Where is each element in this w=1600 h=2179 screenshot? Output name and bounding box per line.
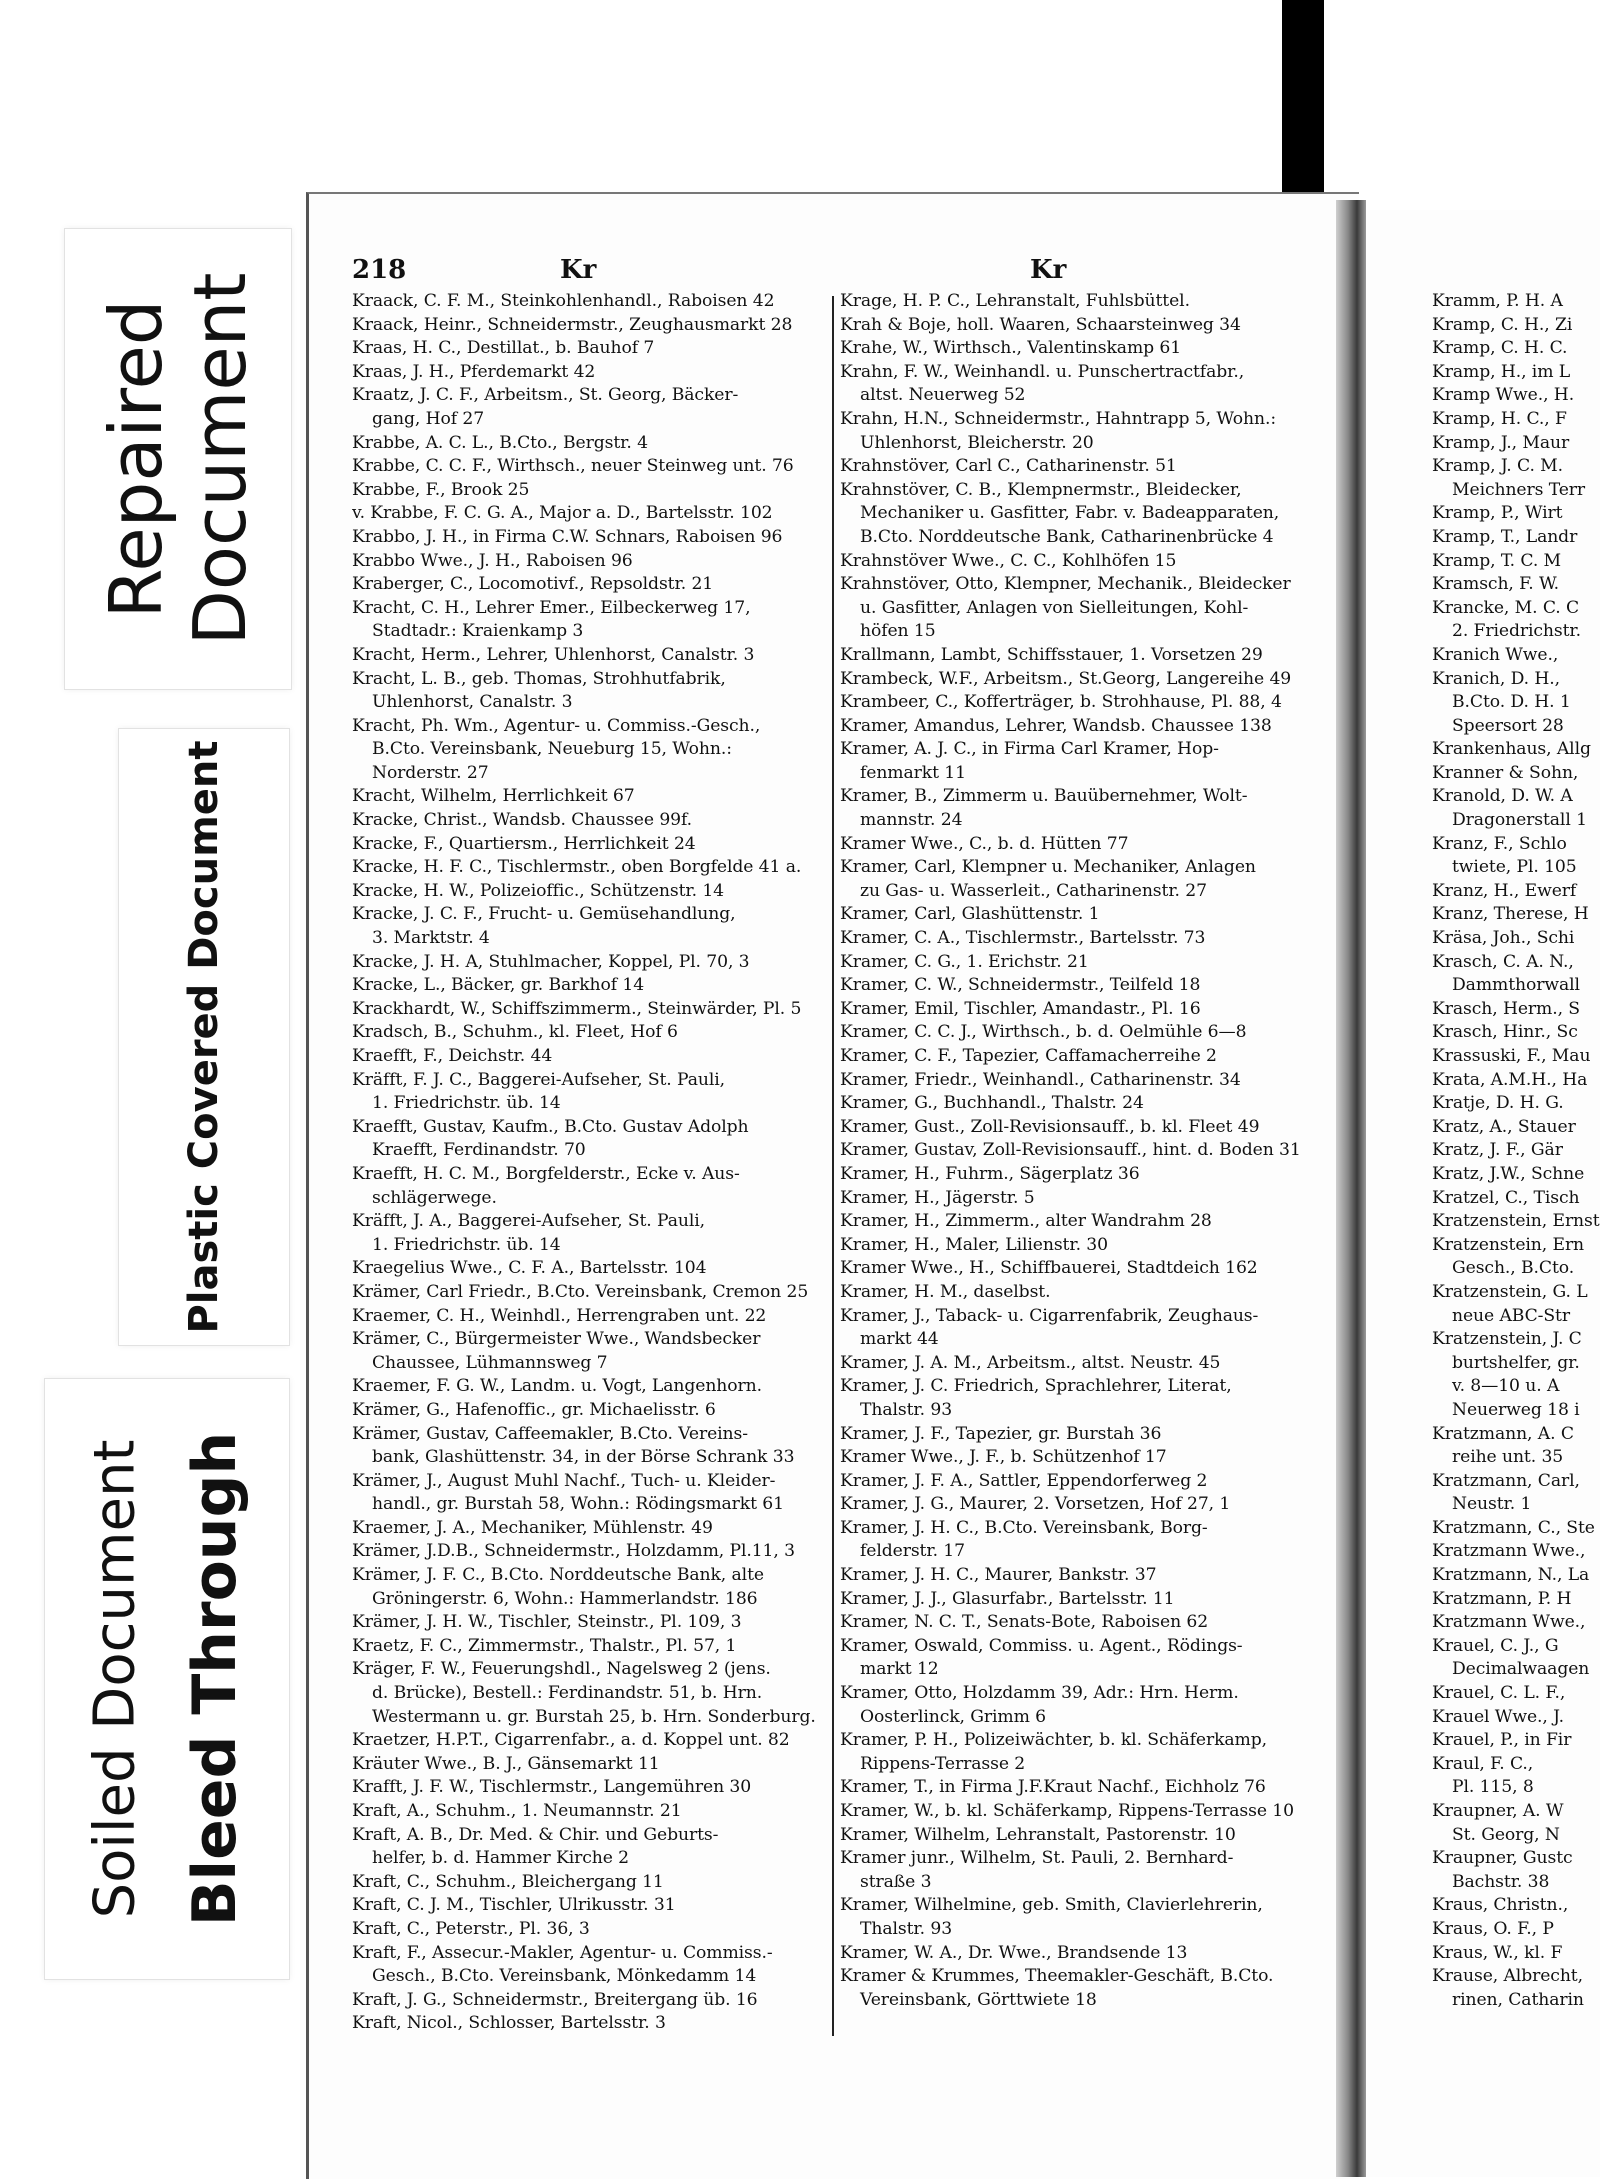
directory-entry: Kramer, C. F., Tapezier, Caffamacherreihe 2 [840, 1046, 1217, 1066]
directory-entry: 1. Friedrichstr. üb. 14 [372, 1093, 561, 1114]
directory-entry: Krauel, C. L. F., [1432, 1683, 1566, 1704]
directory-entry: Kramer, Wilhelmine, geb. Smith, Clavierlehrerin, [840, 1895, 1263, 1916]
directory-entry: Kramer, J. H. C., Maurer, Bankstr. 37 [840, 1565, 1157, 1586]
directory-entry: Kramer Wwe., C., b. d. Hütten 77 [840, 833, 1129, 854]
directory-entry: Kratzenstein, Ernst [1432, 1211, 1600, 1232]
directory-entry: Krämer, J. F. C., B.Cto. Norddeutsche Bank, alte [352, 1565, 764, 1586]
directory-entry: Krahnstöver, Otto, Klempner, Mechanik., Bleidecker [840, 574, 1291, 595]
directory-entry: Kraatz, J. C. F., Arbeitsm., St. Georg, Bäcker- [352, 385, 739, 406]
directory-entry: Krämer, G., Hafenoffic., gr. Michaelisstr. 6 [352, 1399, 716, 1420]
directory-entry: 1. Friedrichstr. üb. 14 [372, 1234, 561, 1255]
directory-entry: Kratzel, C., Tisch [1432, 1187, 1580, 1208]
directory-entry: Kraetz, F. C., Zimmermstr., Thalstr., Pl. 57, 1 [352, 1635, 737, 1656]
directory-entry: Krauel, C. J., G [1432, 1635, 1559, 1656]
directory-entry: u. Gasfitter, Anlagen von Sielleitungen, Kohl- [860, 597, 1249, 618]
directory-entry: Kramp, T., Landr [1432, 526, 1578, 547]
directory-entry: Kramer, Carl, Glashüttenstr. 1 [840, 904, 1100, 925]
directory-entry: twiete, Pl. 105 [1452, 857, 1577, 878]
directory-entry: Kramer, J. H. C., B.Cto. Vereinsbank, Borg- [840, 1517, 1208, 1538]
directory-entry: Krahnstöver, C. B., Klempnermstr., Bleidecker, [840, 479, 1242, 500]
book-gutter [1336, 200, 1366, 2177]
directory-entry: höfen 15 [860, 621, 936, 642]
directory-entry: Krata, A.M.H., Ha [1432, 1069, 1588, 1090]
directory-entry: Kratz, A., Stauer [1432, 1116, 1576, 1137]
directory-entry: Kraus, W., kl. F [1432, 1942, 1563, 1963]
directory-entry: Kramer, Wilhelm, Lehranstalt, Pastorenstr. 10 [840, 1824, 1236, 1845]
directory-entry: Kracke, H. W., Polizeioffic., Schützenstr. 14 [352, 880, 725, 901]
directory-entry: fenmarkt 11 [860, 762, 966, 783]
directory-entry: Kranz, H., Ewerf [1432, 880, 1577, 901]
directory-entry: Kramer, J. F., Tapezier, gr. Burstah 36 [840, 1423, 1162, 1444]
directory-entry: Kramer, A. J. C., in Firma Carl Kramer, Hop- [840, 739, 1219, 760]
directory-entry: Kramer, W., b. kl. Schäferkamp, Rippens-Terrasse 10 [840, 1801, 1294, 1821]
directory-entry: Kracht, Ph. Wm., Agentur- u. Commiss.-Gesch., [352, 715, 761, 736]
directory-entry: B.Cto. Vereinsbank, Neueburg 15, Wohn.: [372, 739, 732, 760]
directory-entry: Kranz, Therese, H [1432, 904, 1589, 925]
directory-entry: Kramer, T., in Firma J.F.Kraut Nachf., Eichholz 76 [840, 1777, 1266, 1798]
directory-entry: Kramer & Krummes, Theemakler-Geschäft, B.Cto. [840, 1966, 1274, 1987]
directory-entry: Kramer, Amandus, Lehrer, Wandsb. Chaussee 138 [840, 715, 1272, 736]
directory-entry: Kraft, J. G., Schneidermstr., Breitergang üb. 16 [352, 1989, 758, 2010]
directory-entry: helfer, b. d. Hammer Kirche 2 [372, 1848, 629, 1869]
directory-entry: Kraefft, H. C. M., Borgfelderstr., Ecke v. Aus- [352, 1163, 740, 1184]
directory-entry: Krauel Wwe., J. [1432, 1706, 1564, 1727]
directory-entry: Kramsch, F. W. [1432, 574, 1559, 595]
directory-entry: Kramer, J., Taback- u. Cigarrenfabrik, Zeughaus- [840, 1305, 1259, 1326]
directory-entry: Kraft, C., Schuhm., Bleichergang 11 [352, 1871, 664, 1892]
directory-entry: Dammthorwall [1452, 975, 1580, 996]
directory-entry: Kranich, D. H., [1432, 668, 1561, 689]
directory-entry: Meichners Terr [1452, 479, 1586, 500]
directory-entry: Krambeck, W.F., Arbeitsm., St.Georg, Langereihe 49 [840, 668, 1292, 689]
directory-entry: Kratzmann, N., La [1432, 1565, 1590, 1586]
directory-entry: Gesch., B.Cto. Vereinsbank, Mönkedamm 14 [372, 1966, 757, 1987]
directory-entry: Kratz, J.W., Schne [1432, 1163, 1585, 1184]
directory-entry: Krambeer, C., Kofferträger, b. Strohhause, Pl. 88, 4 [840, 692, 1282, 713]
soiled-document-label: Soiled Document [82, 1439, 148, 1919]
directory-entry: Kramer, H. M., daselbst. [840, 1281, 1051, 1302]
directory-entry: Kramer, W. A., Dr. Wwe., Brandsende 13 [840, 1942, 1188, 1963]
directory-entry: Kratzmann, P. H [1432, 1588, 1572, 1609]
directory-entry: Kraft, A. B., Dr. Med. & Chir. und Geburts- [352, 1824, 719, 1845]
directory-entry: Kratzenstein, Ern [1432, 1234, 1585, 1255]
directory-entry: Kranz, F., Schlo [1432, 833, 1567, 854]
directory-entry: Krankenhaus, Allg [1432, 739, 1591, 760]
directory-entry: B.Cto. Norddeutsche Bank, Catharinenbrücke 4 [860, 526, 1274, 547]
directory-entry: Kramer, G., Buchhandl., Thalstr. 24 [840, 1093, 1144, 1114]
directory-entry: Kramer, P. H., Polizeiwächter, b. kl. Schäferkamp, [840, 1730, 1267, 1751]
directory-entry: Kraetzer, H.P.T., Cigarrenfabr., a. d. Koppel unt. 82 [352, 1730, 790, 1751]
header-right: Kr [1030, 255, 1067, 285]
directory-entry: Uhlenhorst, Bleicherstr. 20 [860, 432, 1094, 453]
directory-entry: v. 8—10 u. A [1452, 1376, 1560, 1397]
directory-entry: Kramp Wwe., H. [1432, 385, 1575, 406]
directory-entry: Krahe, W., Wirthsch., Valentinskamp 61 [840, 338, 1182, 359]
directory-entry: burtshelfer, gr. [1452, 1352, 1580, 1373]
directory-entry: Kraegelius Wwe., C. F. A., Bartelsstr. 104 [352, 1258, 707, 1279]
directory-entry: Kramer, J. A. M., Arbeitsm., altst. Neustr. 45 [840, 1352, 1221, 1373]
directory-entry: Krabbe, C. C. F., Wirthsch., neuer Steinweg unt. 76 [352, 456, 794, 477]
directory-entry: Krasch, C. A. N., [1432, 951, 1574, 972]
directory-entry: Kraack, Heinr., Schneidermstr., Zeughausmarkt 28 [352, 314, 793, 335]
bleed-through-label: Bleed Through [180, 1431, 250, 1927]
directory-entry: Krahn, H.N., Schneidermstr., Hahntrapp 5, Wohn.: [840, 408, 1277, 429]
directory-entry: Gröningerstr. 6, Wohn.: Hammerlandstr. 186 [372, 1588, 758, 1609]
directory-entry: Krackhardt, W., Schiffszimmerm., Steinwärder, Pl. 5 [352, 998, 802, 1019]
plastic-covered-document-label: Plastic Covered Document [181, 740, 227, 1334]
directory-entry: Krabbo, J. H., in Firma C.W. Schnars, Raboisen 96 [352, 526, 783, 547]
directory-entry: Kratzenstein, G. L [1432, 1281, 1588, 1302]
directory-entry: Kradsch, B., Schuhm., kl. Fleet, Hof 6 [352, 1022, 678, 1043]
directory-entry: Krabbo Wwe., J. H., Raboisen 96 [352, 550, 633, 571]
directory-entry: Kramer, C. W., Schneidermstr., Teilfeld 18 [840, 975, 1201, 996]
directory-entry: Kracke, J. C. F., Frucht- u. Gemüsehandlung, [352, 904, 736, 925]
directory-entry: Uhlenhorst, Canalstr. 3 [372, 692, 573, 713]
directory-entry: Krämer, C., Bürgermeister Wwe., Wandsbecker [352, 1329, 761, 1350]
directory-entry: Kramp, H. C., F [1432, 408, 1567, 429]
directory-entry: Krallmann, Lambt, Schiffsstauer, 1. Vorsetzen 29 [840, 644, 1263, 665]
directory-entry: Kramer, C. G., 1. Erichstr. 21 [840, 951, 1089, 972]
directory-entry: Kraul, F. C., [1432, 1753, 1534, 1774]
directory-entry: Kramer, Carl, Klempner u. Mechaniker, Anlagen [840, 857, 1256, 878]
directory-entry: B.Cto. D. H. 1 [1452, 692, 1571, 713]
directory-entry: schlägerwege. [372, 1187, 497, 1208]
directory-entry: Kramer, Gustav, Zoll-Revisionsauff., hint. d. Boden 31 [840, 1140, 1301, 1161]
directory-entry: reihe unt. 35 [1452, 1447, 1564, 1468]
directory-entry: Neuerweg 18 i [1452, 1399, 1580, 1420]
directory-entry: d. Brücke), Bestell.: Ferdinandstr. 51, b. Hrn. [372, 1683, 763, 1704]
directory-entry: Kratzmann, C., Ste [1432, 1517, 1595, 1538]
soiled-bleed-card [44, 1378, 290, 1980]
directory-entry: Chaussee, Lühmannsweg 7 [372, 1352, 608, 1373]
directory-entry: Pl. 115, 8 [1452, 1777, 1534, 1798]
directory-entry: Kraft, A., Schuhm., 1. Neumannstr. 21 [352, 1801, 682, 1821]
page-number: 218 [352, 255, 407, 285]
directory-entry: markt 44 [860, 1329, 939, 1350]
directory-entry: Kracke, Christ., Wandsb. Chaussee 99f. [352, 810, 692, 831]
directory-entry: Oosterlinck, Grimm 6 [860, 1706, 1047, 1727]
directory-entry: Kraefft, Gustav, Kaufm., B.Cto. Gustav Adolph [352, 1116, 749, 1137]
directory-entry: Krahn, F. W., Weinhandl. u. Punschertractfabr., [840, 361, 1245, 382]
directory-entry: Kraas, J. H., Pferdemarkt 42 [352, 361, 596, 382]
directory-entry: Kramer junr., Wilhelm, St. Pauli, 2. Bernhard- [840, 1848, 1234, 1869]
directory-entry: Krahnstöver, Carl C., Catharinenstr. 51 [840, 456, 1177, 477]
left-column [352, 290, 830, 2050]
directory-entry: Kräger, F. W., Feuerungshdl., Nagelsweg 2 (jens. [352, 1659, 771, 1680]
directory-entry: Kraft, C. J. M., Tischler, Ulrikusstr. 31 [352, 1895, 676, 1916]
directory-entry: Norderstr. 27 [372, 762, 489, 783]
directory-entry: Krahnstöver Wwe., C. C., Kohlhöfen 15 [840, 550, 1177, 571]
directory-entry: mannstr. 24 [860, 810, 963, 831]
directory-entry: Kramer, J. C. Friedrich, Sprachlehrer, Literat, [840, 1376, 1232, 1397]
directory-entry: Kraus, Christn., [1432, 1895, 1569, 1916]
directory-entry: Kramer, J. J., Glasurfabr., Bartelsstr. 11 [840, 1588, 1175, 1609]
directory-entry: Kracht, C. H., Lehrer Emer., Eilbeckerweg 17, [352, 597, 751, 618]
directory-entry: Neustr. 1 [1452, 1494, 1532, 1515]
directory-entry: Speersort 28 [1452, 715, 1564, 736]
directory-entry: Krage, H. P. C., Lehranstalt, Fuhlsbüttel. [840, 291, 1190, 311]
directory-entry: Rippens-Terrasse 2 [860, 1753, 1026, 1774]
directory-entry: Kramer, Gust., Zoll-Revisionsauff., b. kl. Fleet 49 [840, 1116, 1260, 1137]
directory-entry: Kramer, B., Zimmerm u. Bauübernehmer, Wolt- [840, 786, 1248, 807]
directory-entry: Mechaniker u. Gasfitter, Fabr. v. Badeapparaten, [860, 503, 1280, 524]
directory-entry: Kracke, H. F. C., Tischlermstr., oben Borgfelde 41 a. [352, 857, 802, 878]
directory-entry: altst. Neuerweg 52 [860, 385, 1026, 406]
directory-entry: v. Krabbe, F. C. G. A., Major a. D., Bartelsstr. 102 [352, 503, 773, 524]
directory-entry: Kraus, O. F., P [1432, 1918, 1554, 1939]
directory-entry: Krause, Albrecht, [1432, 1966, 1583, 1987]
directory-entry: Kracht, Herm., Lehrer, Uhlenhorst, Canalstr. 3 [352, 644, 755, 665]
directory-entry: Gesch., B.Cto. [1452, 1258, 1575, 1279]
directory-entry: Kracht, L. B., geb. Thomas, Strohhutfabrik, [352, 668, 726, 689]
directory-entry: Thalstr. 93 [860, 1918, 953, 1939]
directory-entry: Kramer, J. G., Maurer, 2. Vorsetzen, Hof 27, 1 [840, 1494, 1231, 1515]
directory-entry: Kramer, H., Zimmerm., alter Wandrahm 28 [840, 1211, 1212, 1232]
directory-entry: Kracke, J. H. A, Stuhlmacher, Koppel, Pl. 70, 3 [352, 951, 750, 972]
next-page-column [1432, 290, 1600, 2050]
directory-entry: Kraft, F., Assecur.-Makler, Agentur- u. Commiss.- [352, 1942, 773, 1963]
repaired-document-card [64, 228, 292, 690]
directory-entry: Kraefft, F., Deichstr. 44 [352, 1046, 553, 1066]
directory-entry: Kramer, Emil, Tischler, Amandastr., Pl. 16 [840, 998, 1201, 1019]
directory-entry: Kramp, J. C. M. [1432, 456, 1564, 477]
directory-entry: Krasch, Hinr., Sc [1432, 1022, 1578, 1043]
directory-entry: Kratz, J. F., Gär [1432, 1140, 1563, 1161]
directory-entry: Krämer, J. H. W., Tischler, Steinstr., Pl. 109, 3 [352, 1612, 742, 1633]
directory-entry: Krasch, Herm., S [1432, 998, 1580, 1019]
header-left: Kr [560, 255, 597, 285]
directory-entry: Kramp, C. H. C. [1432, 338, 1568, 359]
directory-entry: Kramer, H., Maler, Lilienstr. 30 [840, 1234, 1108, 1255]
directory-entry: Krabbe, F., Brook 25 [352, 479, 530, 500]
directory-entry: Kramp, J., Maur [1432, 432, 1570, 453]
directory-entry: Kramer, J. F. A., Sattler, Eppendorferweg 2 [840, 1470, 1208, 1491]
directory-entry: Kramer, Friedr., Weinhandl., Catharinenstr. 34 [840, 1069, 1241, 1090]
directory-entry: Kratzenstein, J. C [1432, 1329, 1582, 1350]
directory-entry: gang, Hof 27 [372, 408, 485, 429]
directory-entry: Kraefft, Ferdinandstr. 70 [372, 1140, 586, 1161]
directory-entry: Kranold, D. W. A [1432, 786, 1573, 807]
directory-entry: Kramer, H., Fuhrm., Sägerplatz 36 [840, 1163, 1140, 1184]
directory-entry: Krassuski, F., Mau [1432, 1046, 1591, 1066]
repaired-document-label: Repaired Document [94, 272, 262, 646]
directory-entry: Kramer Wwe., H., Schiffbauerei, Stadtdeich 162 [840, 1258, 1258, 1279]
directory-entry: Kramer, Otto, Holzdamm 39, Adr.: Hrn. Herm. [840, 1683, 1239, 1704]
directory-entry: Kramp, C. H., Zi [1432, 314, 1573, 335]
directory-entry: Kramer, Oswald, Commiss. u. Agent., Rödings- [840, 1635, 1243, 1656]
directory-entry: zu Gas- u. Wasserleit., Catharinenstr. 27 [860, 880, 1207, 901]
directory-entry: 2. Friedrichstr. [1452, 621, 1582, 642]
directory-entry: rinen, Catharin [1452, 1989, 1584, 2010]
directory-entry: Dragonerstall 1 [1452, 810, 1587, 831]
directory-entry: Kramer, C. A., Tischlermstr., Bartelsstr. 73 [840, 928, 1206, 949]
directory-entry: handl., gr. Burstah 58, Wohn.: Rödingsmarkt 61 [372, 1494, 784, 1515]
directory-entry: Kraemer, C. H., Weinhdl., Herrengraben unt. 22 [352, 1305, 767, 1326]
plastic-covered-card [118, 728, 290, 1346]
directory-entry: Kräfft, J. A., Baggerei-Aufseher, St. Pauli, [352, 1211, 705, 1232]
directory-entry: Krafft, J. F. W., Tischlermstr., Langemühren 30 [352, 1777, 752, 1798]
directory-entry: Kramer Wwe., J. F., b. Schützenhof 17 [840, 1447, 1167, 1468]
directory-entry: markt 12 [860, 1659, 939, 1680]
directory-entry: Kramer, C. C. J., Wirthsch., b. d. Oelmühle 6—8 [840, 1022, 1247, 1043]
directory-entry: Kräuter Wwe., B. J., Gänsemarkt 11 [352, 1753, 660, 1774]
directory-entry: St. Georg, N [1452, 1824, 1560, 1845]
directory-entry: Kraberger, C., Locomotivf., Repsoldstr. 21 [352, 574, 714, 595]
directory-entry: Kramer, N. C. T., Senats-Bote, Raboisen 62 [840, 1612, 1209, 1633]
directory-entry: Westermann u. gr. Burstah 25, b. Hrn. Sonderburg. [372, 1706, 816, 1727]
directory-entry: Kräfft, F. J. C., Baggerei-Aufseher, St. Pauli, [352, 1069, 725, 1090]
directory-entry: Decimalwaagen [1452, 1659, 1590, 1680]
directory-entry: Krabbe, A. C. L., B.Cto., Bergstr. 4 [352, 432, 648, 453]
directory-entry: Kramm, P. H. A [1432, 291, 1563, 311]
directory-entry: felderstr. 17 [860, 1541, 965, 1562]
directory-entry: Stadtadr.: Kraienkamp 3 [372, 621, 584, 642]
black-bar-top [1282, 0, 1324, 192]
column-divider [832, 296, 834, 2036]
directory-entry: Kräsa, Joh., Schi [1432, 928, 1575, 949]
directory-entry: Kratzmann, Carl, [1432, 1470, 1580, 1491]
right-column [840, 290, 1330, 2050]
directory-entry: Kraas, H. C., Destillat., b. Bauhof 7 [352, 338, 655, 359]
directory-entry: Kramp, H., im L [1432, 361, 1571, 382]
directory-entry: Kraft, Nicol., Schlosser, Bartelsstr. 3 [352, 2013, 666, 2034]
directory-entry: 3. Marktstr. 4 [372, 928, 490, 949]
directory-entry: Kramp, P., Wirt [1432, 503, 1563, 524]
directory-entry: Kraack, C. F. M., Steinkohlenhandl., Raboisen 42 [352, 291, 775, 311]
directory-entry: Kranich Wwe., [1432, 644, 1559, 665]
directory-entry: Kracke, F., Quartiersm., Herrlichkeit 24 [352, 833, 696, 854]
directory-entry: Kramp, T. C. M [1432, 550, 1562, 571]
directory-entry: straße 3 [860, 1871, 932, 1892]
directory-entry: Kratzmann, A. C [1432, 1423, 1574, 1444]
directory-entry: Kraemer, J. A., Mechaniker, Mühlenstr. 49 [352, 1517, 713, 1538]
directory-entry: Vereinsbank, Görttwiete 18 [860, 1989, 1097, 2010]
directory-entry: Krämer, J., August Muhl Nachf., Tuch- u. Kleider- [352, 1470, 776, 1491]
directory-entry: Thalstr. 93 [860, 1399, 953, 1420]
directory-entry: Krauel, P., in Fir [1432, 1730, 1572, 1751]
directory-entry: Kratje, D. H. G. [1432, 1093, 1564, 1114]
directory-entry: Krämer, J.D.B., Schneidermstr., Holzdamm, Pl.11, 3 [352, 1541, 795, 1562]
directory-entry: Krah & Boje, holl. Waaren, Schaarsteinweg 34 [840, 314, 1241, 335]
directory-entry: Kranner & Sohn, [1432, 762, 1579, 783]
directory-entry: Krämer, Carl Friedr., B.Cto. Vereinsbank, Cremon 25 [352, 1281, 809, 1302]
directory-entry: bank, Glashüttenstr. 34, in der Börse Schrank 33 [372, 1447, 795, 1468]
directory-entry: Kracke, L., Bäcker, gr. Barkhof 14 [352, 975, 645, 996]
directory-entry: Kraupner, Gustc [1432, 1848, 1573, 1869]
directory-entry: Krämer, Gustav, Caffeemakler, B.Cto. Vereins- [352, 1423, 748, 1444]
directory-entry: Bachstr. 38 [1452, 1871, 1550, 1892]
directory-entry: Kracht, Wilhelm, Herrlichkeit 67 [352, 786, 635, 807]
directory-entry: Kratzmann Wwe., [1432, 1541, 1586, 1562]
directory-entry: Krancke, M. C. C [1432, 597, 1580, 618]
directory-entry: neue ABC-Str [1452, 1305, 1570, 1326]
directory-entry: Kraemer, F. G. W., Landm. u. Vogt, Langenhorn. [352, 1376, 762, 1397]
directory-entry: Kratzmann Wwe., [1432, 1612, 1586, 1633]
directory-entry: Kraupner, A. W [1432, 1801, 1564, 1821]
directory-entry: Kramer, H., Jägerstr. 5 [840, 1187, 1035, 1208]
directory-entry: Kraft, C., Peterstr., Pl. 36, 3 [352, 1918, 590, 1939]
